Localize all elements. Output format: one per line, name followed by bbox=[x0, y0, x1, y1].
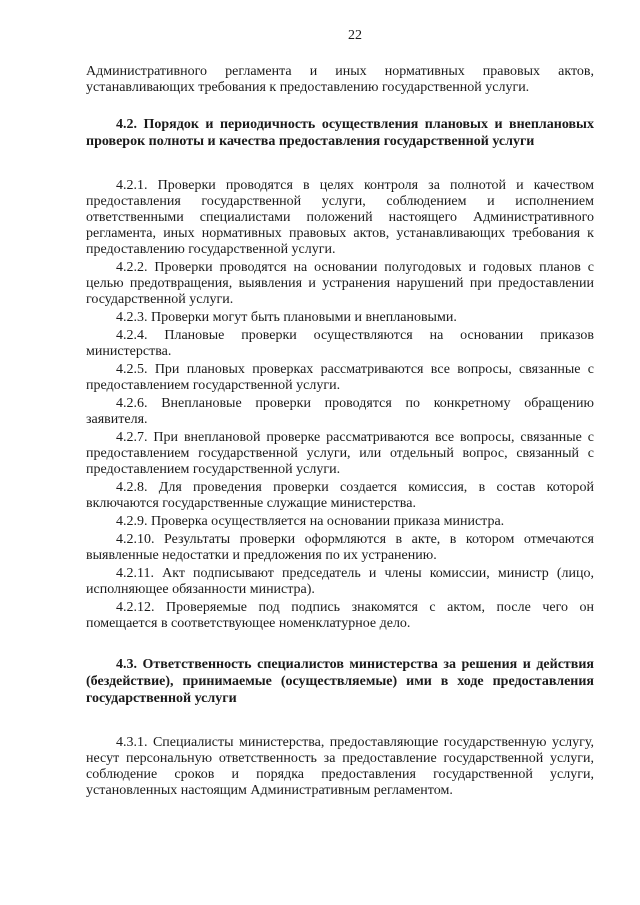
paragraph-4-2-12: 4.2.12. Проверяемые под подпись знакомятся с актом, после чего он помещается в соответствующее номенклатурное дело. bbox=[86, 600, 594, 631]
paragraph-4-2-7: 4.2.7. При внеплановой проверке рассматриваются все вопросы, связанные с предоставлением государственной услуги, или отдельный вопрос, связанный с предоставлением государственной услуги. bbox=[86, 430, 594, 477]
paragraph-4-3-1: 4.3.1. Специалисты министерства, предоставляющие государственную услугу, несут персональную ответственность за предоставление государственной услуги, соблюдение сроков и порядка предоставления государственной услуги, установленных настоящим Административным регламентом. bbox=[86, 735, 594, 798]
section-4-2-heading: 4.2. Порядок и периодичность осуществления плановых и внеплановых проверок полноты и качества предоставления государственной услуги bbox=[86, 117, 594, 149]
section-4-2-body bbox=[86, 178, 594, 632]
paragraph-4-2-9: 4.2.9. Проверка осуществляется на основании приказа министра. bbox=[116, 514, 505, 529]
paragraph-4-2-2: 4.2.2. Проверки проводятся на основании полугодовых и годовых планов с целью предотвращения, выявления и устранения нарушений при предоставлении государственной услуги. bbox=[86, 260, 594, 307]
top-continuation-text: Административного регламента и иных нормативных правовых актов, устанавливающих требования к предоставлению государственной услуги. bbox=[86, 64, 594, 95]
paragraph-4-2-11: 4.2.11. Акт подписывают председатель и члены комиссии, министр (лицо, исполняющее обязанности министра). bbox=[86, 566, 594, 597]
paragraph-4-2-6: 4.2.6. Внеплановые проверки проводятся по конкретному обращению заявителя. bbox=[86, 396, 594, 427]
paragraph-4-2-10: 4.2.10. Результаты проверки оформляются в акте, в котором отмечаются выявленные недостатки и предложения по их устранению. bbox=[86, 532, 594, 563]
page-number: 22 bbox=[348, 28, 362, 43]
paragraph-4-2-3: 4.2.3. Проверки могут быть плановыми и внеплановыми. bbox=[116, 310, 457, 325]
section-4-3-body bbox=[86, 735, 594, 799]
paragraph-4-2-8: 4.2.8. Для проведения проверки создается комиссия, в состав которой включаются государственные служащие министерства. bbox=[86, 480, 594, 511]
paragraph-4-2-1: 4.2.1. Проверки проводятся в целях контроля за полнотой и качеством предоставления государственной услуги, соблюдением и исполнением ответственными специалистами положений настоящего Административного регламента, иных нормативных правовых актов, устанавливающих требования к предоставлению государственной услуги. bbox=[86, 178, 594, 257]
paragraph-4-2-4: 4.2.4. Плановые проверки осуществляются на основании приказов министерства. bbox=[86, 328, 594, 359]
section-4-3-heading: 4.3. Ответственность специалистов министерства за решения и действия (бездействие), принимаемые (осуществляемые) ими в ходе предоставления государственной услуги bbox=[86, 657, 594, 706]
paragraph-4-2-5: 4.2.5. При плановых проверках рассматриваются все вопросы, связанные с предоставлением государственной услуги. bbox=[86, 362, 594, 393]
